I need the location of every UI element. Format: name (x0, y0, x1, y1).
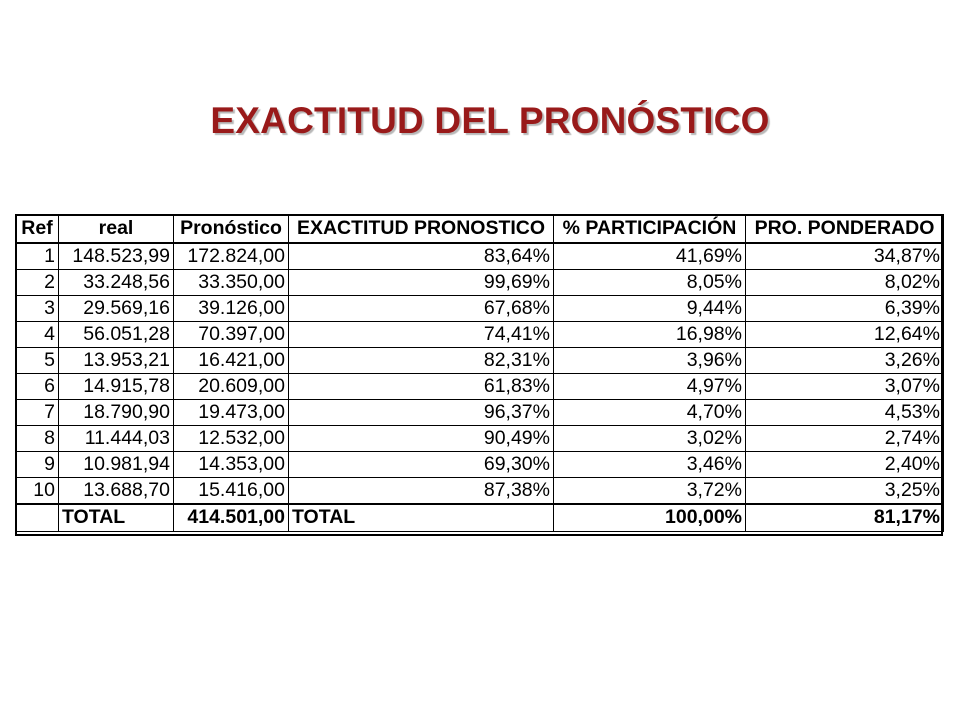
cell-real: 33.248,56 (59, 269, 174, 295)
cell-real: 29.569,16 (59, 295, 174, 321)
cell-participacion: 3,46% (554, 451, 746, 477)
cell-pronostico: 19.473,00 (174, 399, 289, 425)
cell-participacion: 3,02% (554, 425, 746, 451)
total-participacion: 100,00% (554, 504, 746, 532)
header-pronostico: Pronóstico (174, 215, 289, 243)
total-exactitud-label: TOTAL (289, 504, 554, 532)
cell-participacion: 3,72% (554, 477, 746, 504)
cell-ref: 7 (16, 399, 59, 425)
cell-exactitud: 69,30% (289, 451, 554, 477)
cell-pronostico: 12.532,00 (174, 425, 289, 451)
cell-ref: 3 (16, 295, 59, 321)
cell-ref: 10 (16, 477, 59, 504)
cell-pronostico: 16.421,00 (174, 347, 289, 373)
cell-ponderado: 3,26% (746, 347, 944, 373)
cell-pronostico: 20.609,00 (174, 373, 289, 399)
cell-ponderado: 2,74% (746, 425, 944, 451)
cell-participacion: 16,98% (554, 321, 746, 347)
cell-exactitud: 96,37% (289, 399, 554, 425)
cell-real: 10.981,94 (59, 451, 174, 477)
total-pronostico: 414.501,00 (174, 504, 289, 532)
cell-ref: 8 (16, 425, 59, 451)
cell-exactitud: 90,49% (289, 425, 554, 451)
header-ref: Ref (16, 215, 59, 243)
cell-exactitud: 67,68% (289, 295, 554, 321)
cell-participacion: 3,96% (554, 347, 746, 373)
table-outer-border (15, 214, 943, 536)
cell-exactitud: 87,38% (289, 477, 554, 504)
cell-ponderado: 12,64% (746, 321, 944, 347)
cell-pronostico: 14.353,00 (174, 451, 289, 477)
cell-exactitud: 61,83% (289, 373, 554, 399)
total-ponderado: 81,17% (746, 504, 944, 532)
cell-real: 56.051,28 (59, 321, 174, 347)
cell-pronostico: 172.824,00 (174, 243, 289, 270)
cell-ponderado: 6,39% (746, 295, 944, 321)
cell-real: 13.688,70 (59, 477, 174, 504)
cell-participacion: 4,70% (554, 399, 746, 425)
page-title: EXACTITUD DEL PRONÓSTICO (210, 100, 770, 141)
total-real-label: TOTAL (59, 504, 174, 532)
cell-exactitud: 82,31% (289, 347, 554, 373)
cell-ponderado: 34,87% (746, 243, 944, 270)
cell-exactitud: 83,64% (289, 243, 554, 270)
cell-participacion: 41,69% (554, 243, 746, 270)
header-exactitud: EXACTITUD PRONOSTICO (289, 215, 554, 243)
cell-ponderado: 3,07% (746, 373, 944, 399)
header-ponderado: PRO. PONDERADO (746, 215, 944, 243)
cell-ref: 1 (16, 243, 59, 270)
cell-pronostico: 39.126,00 (174, 295, 289, 321)
cell-exactitud: 99,69% (289, 269, 554, 295)
cell-real: 11.444,03 (59, 425, 174, 451)
cell-ref: 4 (16, 321, 59, 347)
cell-ponderado: 4,53% (746, 399, 944, 425)
cell-ref: 9 (16, 451, 59, 477)
cell-ponderado: 2,40% (746, 451, 944, 477)
cell-ref: 2 (16, 269, 59, 295)
cell-exactitud: 74,41% (289, 321, 554, 347)
header-real: real (59, 215, 174, 243)
cell-participacion: 4,97% (554, 373, 746, 399)
cell-real: 13.953,21 (59, 347, 174, 373)
cell-pronostico: 15.416,00 (174, 477, 289, 504)
header-participacion: % PARTICIPACIÓN (554, 215, 746, 243)
cell-pronostico: 33.350,00 (174, 269, 289, 295)
cell-participacion: 8,05% (554, 269, 746, 295)
cell-pronostico: 70.397,00 (174, 321, 289, 347)
cell-real: 18.790,90 (59, 399, 174, 425)
cell-ref: 5 (16, 347, 59, 373)
cell-real: 14.915,78 (59, 373, 174, 399)
cell-ponderado: 3,25% (746, 477, 944, 504)
cell-participacion: 9,44% (554, 295, 746, 321)
cell-ref: 6 (16, 373, 59, 399)
cell-real: 148.523,99 (59, 243, 174, 270)
cell-ponderado: 8,02% (746, 269, 944, 295)
